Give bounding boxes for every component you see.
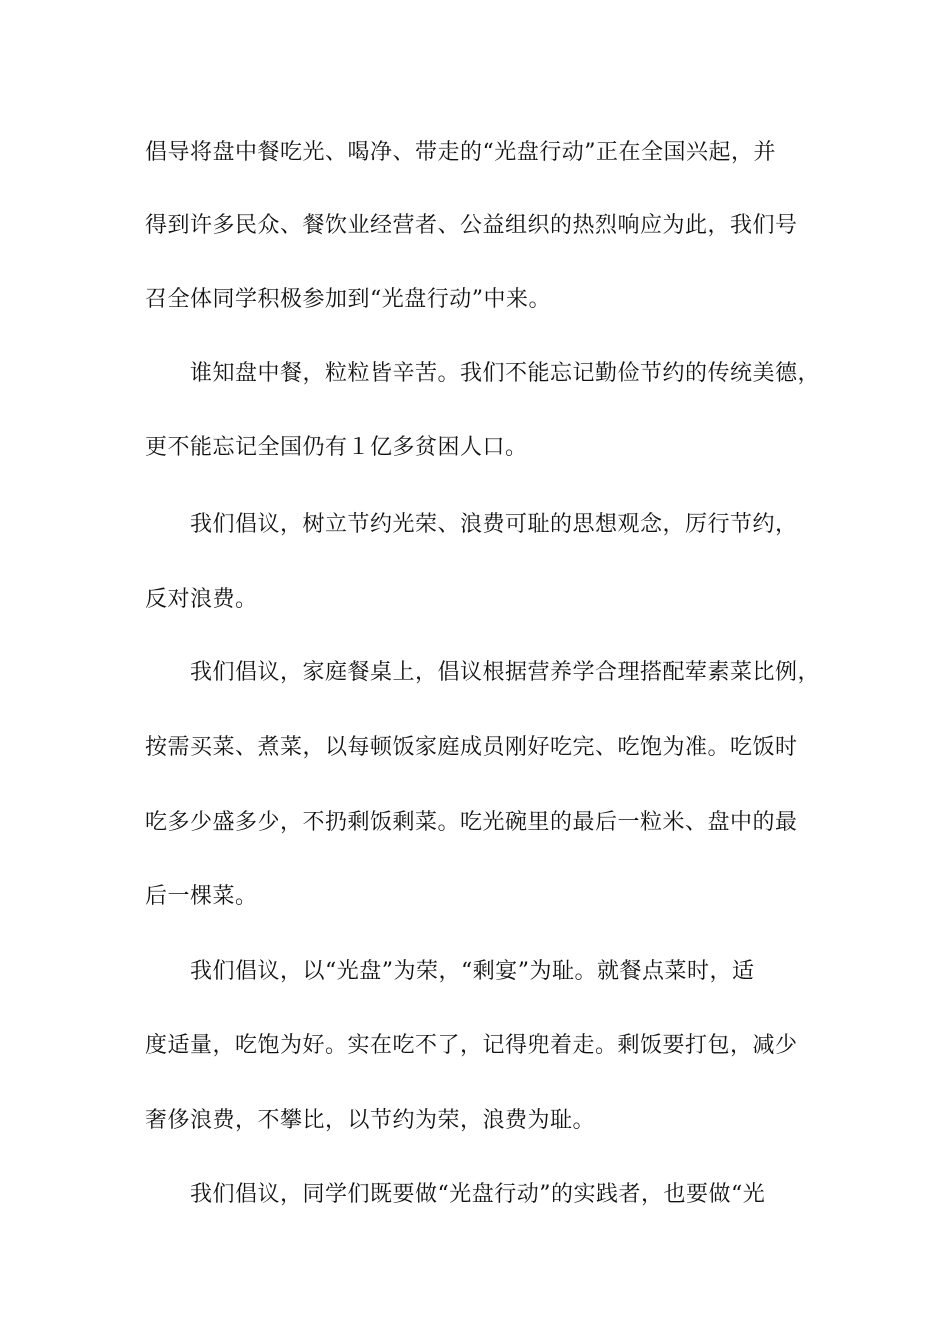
paragraph-line: 吃多少盛多少，不扔剩饭剩菜。吃光碗里的最后一粒米、盘中的最 <box>145 810 798 835</box>
paragraph-line: 按需买菜、煮菜，以每顿饭家庭成员刚好吃完、吃饱为准。吃饭时 <box>145 735 798 760</box>
paragraph-line: 我们倡议，同学们既要做“光盘行动”的实践者，也要做“光 <box>190 1182 766 1207</box>
paragraph-line: 得到许多民众、餐饮业经营者、公益组织的热烈响应为此，我们号 <box>145 213 798 238</box>
paragraph-line: 我们倡议，以“光盘”为荣，“剩宴”为耻。就餐点菜时，适 <box>190 959 755 984</box>
paragraph-line: 奢侈浪费，不攀比，以节约为荣，浪费为耻。 <box>145 1108 596 1133</box>
paragraph-line: 更不能忘记全国仍有１亿多贫困人口。 <box>145 435 528 460</box>
paragraph-line: 度适量，吃饱为好。实在吃不了，记得兜着走。剩饭要打包，减少 <box>145 1033 798 1058</box>
paragraph-line: 后一棵菜。 <box>145 884 258 909</box>
paragraph-line: 我们倡议，树立节约光荣、浪费可耻的思想观念，厉行节约， <box>190 512 798 537</box>
paragraph-line: 反对浪费。 <box>145 587 258 612</box>
paragraph-line: 召全体同学积极参加到“光盘行动”中来。 <box>145 287 551 312</box>
paragraph-line: 我们倡议，家庭餐桌上，倡议根据营养学合理搭配荤素菜比例， <box>190 660 821 685</box>
paragraph-line: 谁知盘中餐，粒粒皆辛苦。我们不能忘记勤俭节约的传统美德， <box>190 361 821 386</box>
paragraph-line: 倡导将盘中餐吃光、喝净、带走的“光盘行动”正在全国兴起，并 <box>145 140 776 165</box>
